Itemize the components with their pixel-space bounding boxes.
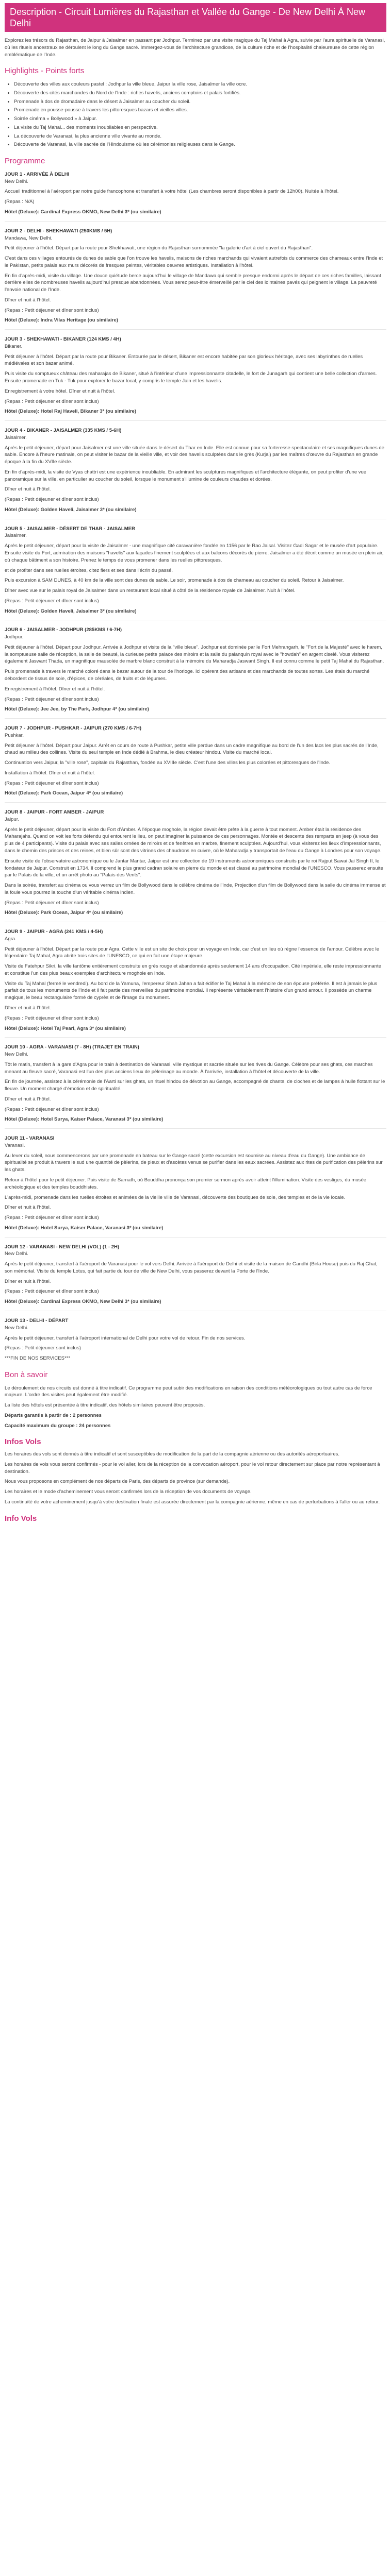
program-day [5, 336, 386, 415]
day-paragraph: Dîner et nuit à l'hôtel. [5, 1278, 51, 1284]
highlights-title: Highlights - Points forts [5, 66, 85, 76]
day-city: Jodhpur. [5, 634, 24, 640]
day-paragraph: (Repas : Petit déjeuner et dîner sont inclus) [5, 1015, 99, 1021]
divider [5, 718, 386, 719]
day-paragraph: et de profiter dans ses ruelles étroites, citez fiers et ses dans l'écrin du passé. [5, 567, 173, 573]
day-paragraph: En fin d'après-midi, visite du village. Une douce quiétude berce aujourd'hui le village de Mandawa qui semble presque endormi après le départ de ces riches familles, laissant derrière elles de nombreuses havelis aujourd'hui presque abandonnées. Vous serez peut-être émerveillé par le ciel des lointaines pavés qui peignent le village. La pauvreté l'envoie national de l'Inde. [5, 273, 381, 293]
day-paragraph: (Repas : Petit déjeuner sont inclus) [5, 1345, 81, 1351]
good-to-know-paragraph: Capacité maximum du groupe : 24 personnes [5, 1422, 111, 1429]
program-day [5, 228, 386, 324]
day-paragraph: Ensuite visite de l'observatoire astronomique ou le Jantar Mantar, Jaipur est une collection de 19 instruments astronomiques construits par le roi Rajput Sawai Jai Singh II, le fondateur de Jaipur. Construit en 1734. Il comprend le plus grand cadran solaire en pierre du monde et est classé au patrimoine mondial de l'UNESCO. Vous passerez ensuite par le Palais de la ville, et un arrêt photo au "Palais des Vents". [5, 858, 383, 878]
day-hotel: Hôtel (Deluxe): Jee Jee, by The Park, Jodhpur 4* (ou similaire) [5, 706, 149, 713]
day-city: New Delhi. [5, 1251, 28, 1257]
day-title: JOUR 6 - JAISALMER - JODHPUR (285KMS / 6-7H) [5, 627, 122, 633]
info-vols-paragraph: La continuité de votre acheminement jusqu'à votre destination finale est assurée directement par la compagnie aérienne, même en cas de perturbations à l'aller ou au retour. [5, 1499, 380, 1505]
day-paragraph: Visite du Taj Mahal (fermé le vendredi). Au bord de la Yamuna, l'empereur Shah Jahan a fait édifier le Taj Mahal à la mémoire de son épouse préférée. Il est à jamais le plus parfait de tous les monuments de l'Inde et il fait partie des merveilles du patrimoine mondial. Il représente véritablement l'histoire d'un grand amour. Il possède un charme magique, le beau rectangulaire formé de cyprès et de l'image du monument. [5, 980, 378, 1001]
divider [5, 802, 386, 803]
day-city: Agra. [5, 936, 17, 942]
day-city: Bikaner. [5, 343, 23, 349]
day-paragraph: Dîner et nuit à l'hôtel. [5, 1005, 51, 1011]
good-to-know-paragraph: La liste des hôtels est présentée à titre indicatif, des hôtels similaires peuvent être proposés. [5, 1402, 205, 1409]
highlights-list [5, 81, 386, 148]
day-paragraph: C'est dans ces villages entourés de dunes de sable que l'on trouve les havelis, maisons de riches marchands qui vivaient autrefois du commerce des chameaux entre l'Inde et le Pakistan, petits palais aux murs décorés de fresques peintes, véritables oeuvres artistiques. Installation à l'hôtel. [5, 256, 383, 268]
good-to-know-paragraph: Départs garantis à partir de : 2 personnes [5, 1412, 102, 1418]
day-hotel: Hôtel (Deluxe): Hotel Raj Haveli, Bikaner 3* (ou similaire) [5, 409, 136, 415]
day-city: Pushkar. [5, 732, 24, 738]
highlight-item: • Promenade à dos de dromadaire dans le désert à Jaisalmer au coucher du soleil. [14, 98, 386, 106]
day-paragraph: En fin de journée, assistez à la cérémonie de l'Aarti sur les ghats, un rituel hindou de dévotion au Gange, accompagné de chants, de cloches et de lampes à huile flottant sur le fleuve. Un moment chargé d'émotion et de spiritualité. [5, 1079, 385, 1092]
day-hotel: Hôtel (Deluxe): Hotel Taj Pearl, Agra 3* (ou similaire) [5, 1025, 126, 1031]
day-title: JOUR 7 - JODHPUR - PUSHKAR - JAIPUR (270 KMS / 6-7H) [5, 725, 141, 732]
day-paragraph: Enregistrement à l'hôtel. Dîner et nuit à l'hôtel. [5, 686, 105, 692]
info-vols-paragraph: Les horaires et le mode d'acheminement vous seront confirmés lors de la réception de vos documents de voyage. [5, 1489, 252, 1495]
program-day [5, 171, 386, 216]
day-paragraph: Petit déjeuner à l'hôtel. Départ par la route pour Shekhawati, une région du Rajasthan surnommée "la galerie d'art à ciel ouvert du Rajasthan". [5, 245, 313, 251]
divider [5, 1037, 386, 1038]
day-paragraph: Dans la soirée, transfert au cinéma ou vous verrez un film de Bollywood dans le célèbre cinéma de l'Inde, Projection d'un film de Bollywood dans la salle du cinéma immense et la foule vous pourrez la touche d'un véritable cinéma indien. [5, 883, 386, 895]
day-paragraph: (Repas : Petit déjeuner et dîner sont inclus) [5, 1215, 99, 1221]
day-paragraph: Au lever du soleil, nous commencerons par une promenade en bateau sur le Gange sacré (cette excursion est soumise au niveau d'eau du Gange). Une ambiance de spiritualité se produit à travers le sud une quantité de pèlerins, de pieux et d'ascètes venus se purifier dans les eaux sacrées. Assistez aux rites de purification des pèlerins sur les ghats. [5, 1153, 383, 1173]
day-city: Jaipur. [5, 816, 19, 822]
day-paragraph: Dîner et nuit à l'hôtel. [5, 1205, 51, 1211]
day-title: JOUR 1 - ARRIVÉE À DELHI [5, 171, 70, 177]
program-day [5, 1317, 386, 1362]
day-paragraph: (Repas : Petit déjeuner et dîner sont inclus) [5, 1106, 99, 1112]
day-city: Jaisalmer. [5, 533, 27, 539]
intro-section [5, 37, 386, 58]
day-city: Varanasi. [5, 1142, 25, 1148]
day-hotel: Hôtel (Deluxe): Park Ocean, Jaipur 4* (ou similaire) [5, 790, 123, 796]
day-hotel: Hôtel (Deluxe): Cardinal Express OKMO, New Delhi 3* (ou similaire) [5, 1299, 161, 1305]
day-title: JOUR 13 - DELHI - DÉPART [5, 1317, 69, 1324]
day-paragraph: Dîner avec vue sur le palais royal de Jaisalmer dans un restaurant local situé à côté de la résidence royale de Jaisalmer. Nuit à l'hôtel. [5, 588, 296, 594]
program-day [5, 1135, 386, 1231]
day-city: Mandawa, New Delhi. [5, 235, 53, 241]
divider [5, 1237, 386, 1238]
divider [5, 221, 386, 222]
end-spacer [5, 1527, 386, 1530]
program-day [5, 809, 386, 917]
day-paragraph: Dîner et nuit à l'hôtel. [5, 486, 51, 493]
day-paragraph: (Repas : Petit déjeuner et dîner sont inclus) [5, 398, 99, 404]
day-hotel: Hôtel (Deluxe): Indra Vilas Heritage (ou similaire) [5, 317, 118, 324]
day-paragraph: Installation à l'hôtel. Dîner et nuit à l'hôtel. [5, 770, 95, 776]
day-title: JOUR 2 - DELHI - SHEKHAWATI (250KMS / 5H) [5, 228, 112, 234]
info-vols-paragraph: Les horaires de vols vous seront confirmés - pour le vol aller, lors de la réception de la convocation aéroport, pour le vol retour directement sur place par notre représentant à destination. [5, 1461, 380, 1475]
day-paragraph: Petit déjeuner à l'hôtel. Départ pour Jodhpur. Arrivée à Jodhpur et visite de la "ville bleue". Jodhpur est dominée par le Fort Mehrangarh, le "Fort de la Majesté" avec le harem, la somptueuse salle de réception, la salle de beauté, la curieuse petite palace des miroirs et la salle du palanquin royal avec le "howdah" en argent ciselé. Vous visiterez également Jaswant Thada, un magnifique mausolée de marbre blanc construit à la mémoire du Maharadja Jaswant Singh. Il est connu comme le petit Taj Mahal du Rajasthan. [5, 644, 384, 665]
day-paragraph: Après le petit déjeuner, départ pour la visite de Jaisalmer - une magnifique cité caravanière fondée en 1156 par le Rao Jaisal. Visitez Gadi Sagar et le musée d'art populaire. Ensuite visite du Fort, admiration des maisons "havelis" aux façades finement sculptées et aux balcons décorés de pierre. Jaisalmer a été décrit comme un musée en plein air, où chaque bâtiment a son histoire. Prenez le temps de vous promener dans les ruelles pittoresques. [5, 543, 384, 563]
day-title: JOUR 3 - SHEKHAWATI - BIKANER (124 KMS / 4H) [5, 336, 121, 343]
divider [5, 1128, 386, 1129]
day-paragraph: (Repas : Petit déjeuner et dîner sont inclus) [5, 1289, 99, 1295]
day-paragraph: L'après-midi, promenade dans les ruelles étroites et animées de la vieille ville de Varanasi, découverte des boutiques de soie, des temples et de la vie locale. [5, 1194, 346, 1200]
document-page [5, 0, 386, 1535]
day-paragraph: Accueil traditionnel à l'aéroport par notre guide francophone et transfert à votre hôtel (Les chambres seront disponibles à partir de 12h00). Nuitée à l'hôtel. [5, 189, 339, 195]
program-day [5, 1044, 386, 1123]
highlight-item: • Découverte des villes aux couleurs pastel : Jodhpur la ville bleue, Jaipur la ville rose, Jaisalmer la ville ocre. [14, 81, 386, 88]
day-city: New Delhi. [5, 178, 28, 184]
info-vols-title: Infos Vols [5, 1437, 41, 1447]
program-day [5, 526, 386, 615]
day-city: Jaisalmer. [5, 434, 27, 440]
highlight-item: • Découverte de Varanasi, la ville sacrée de l'Hindouisme où les cérémonies religieuses dans le Gange. [14, 141, 386, 148]
day-paragraph: ***FIN DE NOS SERVICES*** [5, 1355, 71, 1362]
good-to-know-title: Bon à savoir [5, 1370, 48, 1379]
day-paragraph: Dîner et nuit à l'hôtel. [5, 1096, 51, 1102]
program-title: Programme [5, 157, 45, 166]
highlight-item: • La visite du Taj Mahal... des moments inoubliables en perspective. [14, 124, 386, 131]
day-paragraph: Continuation vers Jaipur, la "ville rose", capitale du Rajasthan, fondée au XVIIIe siècle. C'est l'une des villes les plus colorées et pittoresques de l'Inde. [5, 760, 331, 766]
day-paragraph: Petit déjeuner à l'hôtel. Départ par la route pour Agra. Cette ville est un site de choix pour un voyage en Inde, car c'est un lieu où règne l'essence de l'amour. Célèbre avec le légendaire Taj Mahal, Agra abrite trois sites de l'UNESCO, ce qui en fait une étape majeure. [5, 946, 379, 959]
day-hotel: Hôtel (Deluxe): Cardinal Express OKMO, New Delhi 3* (ou similaire) [5, 209, 161, 215]
program-days [5, 171, 386, 1362]
day-title: JOUR 8 - JAIPUR - FORT AMBER - JAIPUR [5, 809, 104, 816]
highlight-item: • Soirée cinéma « Bollywood » à Jaipur. [14, 115, 386, 123]
day-paragraph: (Repas : Petit déjeuner et dîner sont inclus) [5, 780, 99, 786]
day-title: JOUR 12 - VARANASI - NEW DELHI (VOL) (1 - 2H) [5, 1244, 120, 1250]
info-vols-paragraph: Nous vous proposons en complément de nos départs de Paris, des départs de province (sur demande). [5, 1479, 230, 1485]
highlight-item: • Promenade en pousse-pousse à travers les pittoresques bazars et vieilles villes. [14, 107, 386, 114]
day-hotel: Hôtel (Deluxe): Park Ocean, Jaipur 4* (ou similaire) [5, 910, 123, 916]
day-title: JOUR 5 - JAISALMER - DÉSERT DE THAR - JAISALMER [5, 526, 135, 532]
info-vols-paragraph: Les horaires des vols sont donnés à titre indicatif et sont susceptibles de modification de la part de la compagnie aérienne ou des autorités aéroportuaires. [5, 1451, 340, 1458]
day-paragraph: Puis excursion à SAM DUNES, à 40 km de la ville sont des dunes de sable. Le soir, promenade à dos de chameau au coucher du soleil. Retour à Jaisalmer. [5, 578, 344, 584]
day-paragraph: Retour à l'hôtel pour le petit déjeuner. Puis visite de Sarnath, où Bouddha prononça son premier sermon après avoir atteint l'illumination. Visite des vestiges, du musée archéologique et des temples bouddhistes. [5, 1177, 367, 1190]
day-title: JOUR 4 - BIKANER - JAISALMER (335 KMS / 5-6H) [5, 428, 122, 434]
day-paragraph: Petit déjeuner à l'hôtel. Départ par la route pour Bikaner. Entourée par le désert, Bikaner est encore habitée par son glorieux héritage, avec ses labyrinthes de ruelles médiévales et son bazar animé. [5, 353, 363, 367]
divider [5, 420, 386, 421]
day-paragraph: Après le petit déjeuner, transfert à l'aéroport de Varanasi pour le vol vers Delhi. Arrivée à l'aéroport de Delhi et visite de la maison de Gandhi (Birla House) puis du Raj Ghat, son mémorial. Visite du temple Lotus, qui fait partie du tour de ville de New Delhi, vous passerez devant la Porte de l'Inde. [5, 1261, 378, 1274]
day-paragraph: Enregistrement à votre hôtel. Dîner et nuit à l'hôtel. [5, 388, 116, 394]
program-day [5, 928, 386, 1032]
day-paragraph: Après le petit déjeuner, transfert à l'aéroport international de Delhi pour votre vol de retour. Fin de nos services. [5, 1335, 246, 1341]
day-title: JOUR 9 - JAIPUR - AGRA (241 KMS / 4-5H) [5, 929, 103, 935]
program-day [5, 626, 386, 713]
day-paragraph: Puis visite du somptueux château des maharajas de Bikaner, situé à l'intérieur d'une impressionnante citadelle, le fort de Junagarh qui contient une belle collection d'armes. Ensuite promenade en Tuk - Tuk pour explorer le bazar local, y compris le temple Jain et les havelis. [5, 371, 377, 384]
page-title: Description - Circuit Lumières du Rajasthan et Vallée du Gange - De New Delhi À New Delhi [5, 3, 386, 32]
good-to-know-paragraph: Le déroulement de nos circuits est donné à titre indicatif. Ce programme peut subir des modifications en raison des conditions météorologiques ou tout autre cas de force majeure. L'ordre des visites peut également être modifié. [5, 1385, 372, 1398]
program-day [5, 1244, 386, 1306]
day-paragraph: (Repas : Petit déjeuner et dîner sont inclus) [5, 696, 99, 702]
day-title: JOUR 11 - VARANASI [5, 1136, 55, 1142]
day-paragraph: (Repas : Petit déjeuner et dîner sont inclus) [5, 598, 99, 604]
day-hotel: Hôtel (Deluxe): Golden Haveli, Jaisalmer 3* (ou similaire) [5, 506, 137, 513]
day-hotel: Hôtel (Deluxe): Hotel Surya, Kaiser Palace, Varanasi 3* (ou similaire) [5, 1225, 164, 1231]
day-hotel: Hôtel (Deluxe): Hotel Surya, Kaiser Palace, Varanasi 3* (ou similaire) [5, 1116, 164, 1123]
day-paragraph: Tôt le matin, transfert à la gare d'Agra pour le train à destination de Varanasi, ville mystique et sacrée située sur les rives du Gange. Célèbre pour ses ghats, ces marches menant au fleuve sacré, Varanasi est l'un des plus anciens lieux de pèlerinage au monde. À l'arrivée, installation à l'hôtel et découverte de la ville. [5, 1061, 373, 1075]
day-paragraph: Après le petit déjeuner, départ pour la visite du Fort d'Amber. À l'époque moghole, la région devait être prête à la guerre à tout moment. Amber était la résidence des Maharajahs. Quand on voit les forts défendu qui entourent le lieu, on peut imaginer la puissance de ces personnages. Montée et descente des remparts en jeep (à vous des plus de 4 participants). Visite du palais avec ses salles ornées de miroirs et de fenêtres en marbre, finement sculptées. Aujourd'hui, vous visiterez les lieux d'impressionnants, dans le chemin des princes et des reines, et bien sûr sont des vitrines des chaudrons en cuivre, où le Maharadja y transportait de l'eau du Gange à Londres pour son voyage. [5, 826, 382, 854]
divider [5, 329, 386, 330]
day-paragraph: (Repas : Petit déjeuner et dîner sont inclus) [5, 497, 99, 503]
day-paragraph: Puis promenade à travers le marché coloré dans le bazar autour de la tour de l'horloge. Ici opèrent des artisans et des marchands de toutes sortes. Les étals du marché débordent de tissus de soie, d'épices, de céréales, de fruits et de légumes. [5, 669, 370, 682]
day-paragraph: Petit déjeuner à l'hôtel. Départ pour Jaipur. Arrêt en cours de route à Pushkar, petite ville perdue dans un cadre magnifique au bord de l'un des lacs les plus sacrés de l'Inde, chaud au milieu des collines. Visite du seul temple en Inde dédié à Brahma, le dieu créateur hindou. Visite du marché local. [5, 742, 379, 756]
day-hotel: Hôtel (Deluxe): Golden Haveli, Jaisalmer 3* (ou similaire) [5, 608, 137, 614]
good-to-know-section [5, 1385, 386, 1430]
info-vols-2-title: Info Vols [5, 1514, 37, 1523]
day-paragraph: Après le petit déjeuner, départ pour Jaisalmer est une ville située dans le désert du Thar en Inde. Elle est connue pour sa forteresse spectaculaire et ses magnifiques dunes de sable. Encore à l'heure matinale, on peut visiter le bazar de la vieille ville, et voir des havelis sculptées dans le grès (Kurjai) par les maîtres d'œuvre du Rajasthan en grande époque à la fin du XVIIe siècle. [5, 445, 384, 465]
info-vols-section [5, 1451, 386, 1506]
highlight-item: • La découverte de Varanasi, la plus ancienne ville vivante au monde. [14, 133, 386, 140]
program-day [5, 725, 386, 797]
program-day [5, 427, 386, 514]
day-paragraph: En fin d'après-midi, la visite de Vyas chattri est une expérience inoubliable. En admirant les sculptures magnifiques et l'architecture élégante, on peut profiter d'une vue panoramique sur la ville, en particulier au coucher du soleil, lorsque le monument s'illumine de couleurs chaudes et dorées. [5, 469, 367, 482]
intro-paragraph: Explorez les trésors du Rajasthan, de Jaipur à Jaisalmer en passant par Jodhpur. Terminez par une visite magique du Taj Mahal à Agra, suivie par l'aura spirituelle de Varanasi, où les rituels ancestraux se déroulent le long du Gange sacré. Immergez-vous de l'architecture grandiose, de la culture riche et de l'hospitalité chaleureuse de cette région emblématique de l'Inde. [5, 38, 385, 58]
day-paragraph: (Repas : Petit déjeuner et dîner sont inclus) [5, 307, 99, 313]
day-city: New Delhi. [5, 1052, 28, 1058]
day-paragraph: Dîner et nuit à l'hôtel. [5, 297, 51, 303]
highlight-item: • Découverte des cités marchandes du Nord de l'Inde : riches havelis, anciens comptoirs et palais fortifiés. [14, 90, 386, 97]
day-paragraph: (Repas : Petit déjeuner et dîner sont inclus) [5, 900, 99, 906]
day-city: New Delhi. [5, 1325, 28, 1331]
day-paragraph: Visite de Fatehpur Sikri, la ville fantôme entièrement construite en grès rouge et abandonnée après seulement 14 ans d'occupation. Cité impériale, elle reste impressionnante et constitue l'un des plus beaux exemples d'architecture moghole en Inde. [5, 963, 381, 976]
day-paragraph: (Repas : N/A) [5, 199, 35, 205]
day-title: JOUR 10 - AGRA - VARANASI (7 - 8H) (TRAJET EN TRAIN) [5, 1044, 139, 1050]
